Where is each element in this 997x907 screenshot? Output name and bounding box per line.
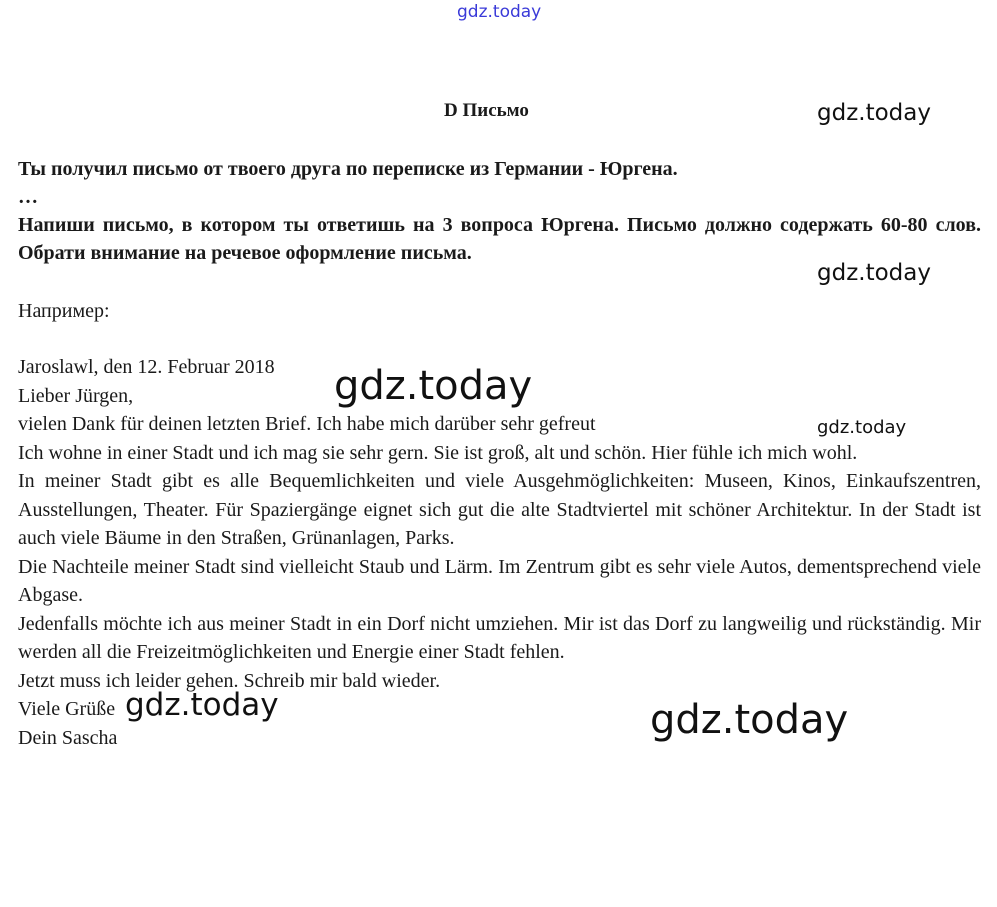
letter-date: Jaroslawl, den 12. Februar 2018 (18, 356, 275, 378)
watermark-top: gdz.today (457, 2, 542, 22)
letter-paragraph: Jedenfalls möchte ich aus meiner Stadt in ein Dorf nicht umziehen. Mir ist das Dorf zu langweilig und rückständig. Mir werden all die Freizeitmöglichkeiten und Energie einer Stadt fehlen. (18, 612, 981, 663)
watermark: gdz.today (125, 687, 279, 723)
letter-paragraph: Jetzt muss ich leider gehen. Schreib mir bald wieder. (18, 669, 441, 692)
letter-closing: Viele Grüße (18, 698, 116, 720)
letter-salutation: Lieber Jürgen, (18, 384, 134, 407)
task-ellipsis: … (18, 186, 38, 208)
watermark: gdz.today (817, 260, 931, 286)
watermark: gdz.today (650, 697, 849, 743)
letter-paragraph: In meiner Stadt gibt es alle Bequemlichkeiten und viele Ausgehmöglichkeiten: Museen, Kinos, Einkaufszentren, Ausstellungen, Theater. Für Spaziergänge eignet sich gut die alte Stadtviertel mit schöner Architektur. In der Stadt ist auch viele Bäume in den Straßen, Grünanlagen, Parks. (18, 470, 981, 549)
letter-paragraph: Ich wohne in einer Stadt und ich mag sie sehr gern. Sie ist groß, alt und schön. Hier fühle ich mich wohl. (18, 441, 858, 464)
example-label: Например: (18, 300, 110, 322)
watermark: gdz.today (817, 417, 907, 438)
letter-paragraph: vielen Dank für deinen letzten Brief. Ich habe mich darüber sehr gefreut (18, 413, 596, 435)
letter-signature: Dein Sascha (18, 726, 118, 749)
section-heading: D Письмо (444, 100, 529, 121)
watermark: gdz.today (334, 363, 533, 409)
watermark: gdz.today (817, 100, 931, 126)
letter-paragraph: Die Nachteile meiner Stadt sind vielleicht Staub und Lärm. Im Zentrum gibt es sehr viele Autos, dementsprechend viele Abgase. (18, 555, 981, 606)
task-line-2: Напиши письмо, в котором ты ответишь на 3 вопроса Юргена. Письмо должно содержать 60-80 слов. Обрати внимание на речевое оформление письма. (18, 214, 981, 264)
task-line-1: Ты получил письмо от твоего друга по переписке из Германии - Юргена. (18, 158, 678, 180)
